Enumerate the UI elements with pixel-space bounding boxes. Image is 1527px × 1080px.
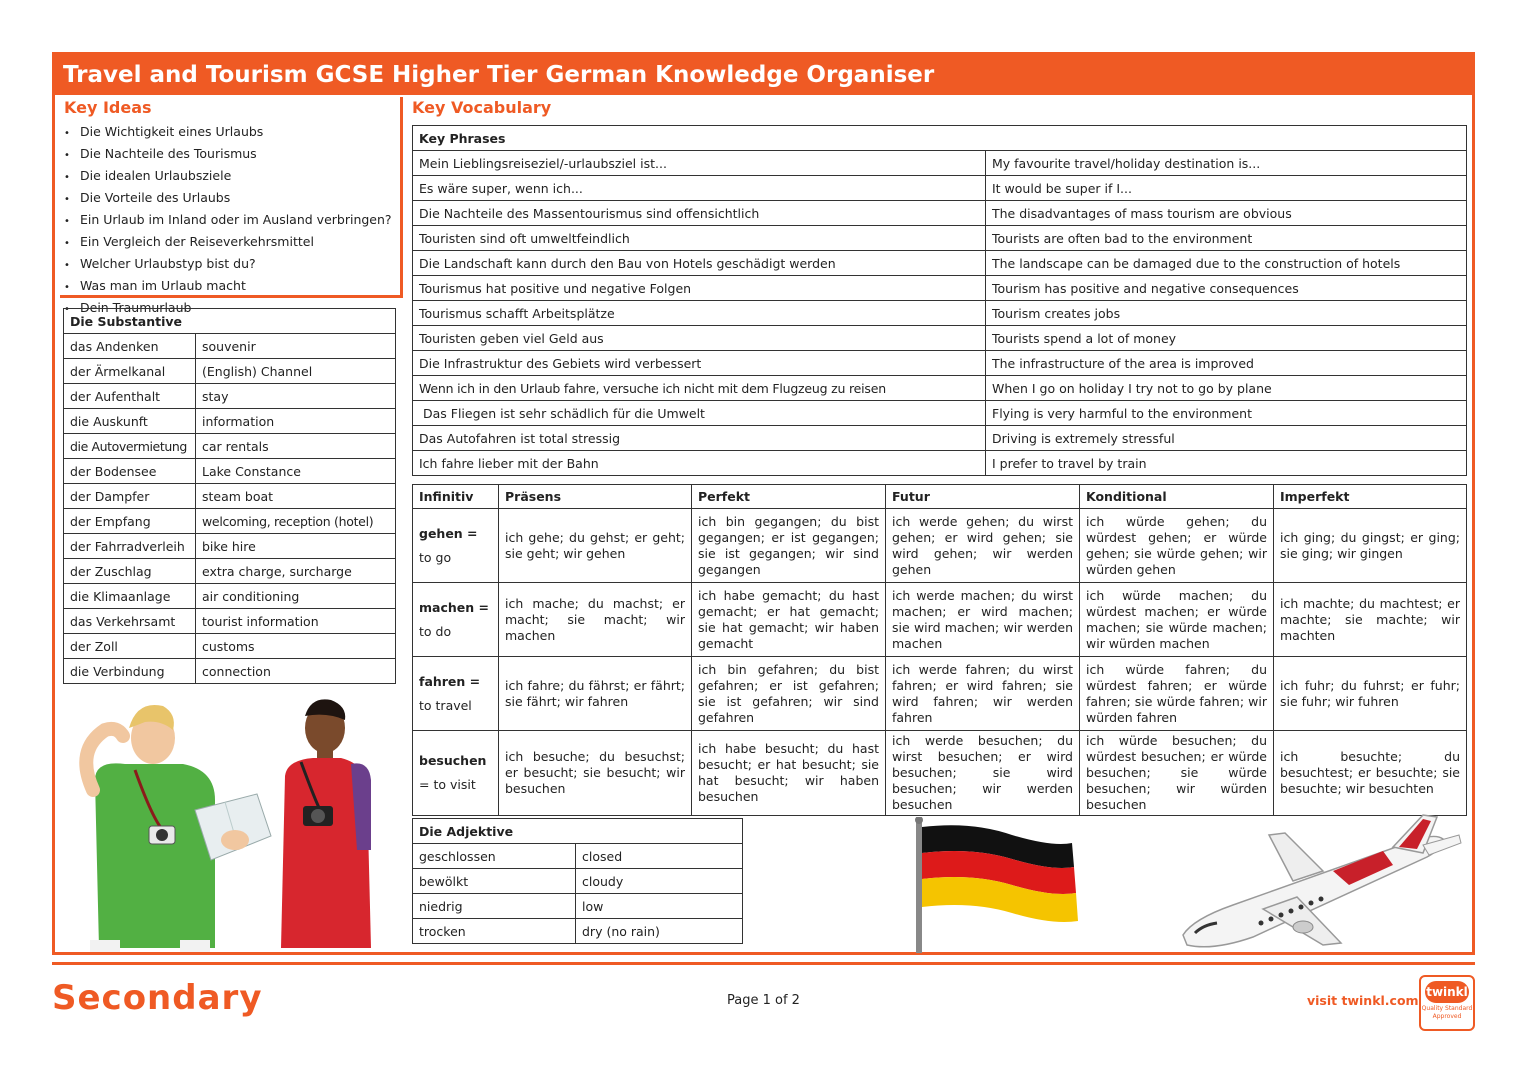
column-header: Präsens [499, 485, 692, 509]
table-row [413, 509, 1467, 583]
english-phrase: My favourite travel/holiday destination is... [986, 151, 1467, 176]
table-row [413, 869, 743, 894]
english-noun: connection [196, 659, 396, 684]
german-phrase: Mein Lieblingsreiseziel/-urlaubsziel ist... [413, 151, 986, 176]
table-row [413, 376, 1467, 401]
column-header: Konditional [1080, 485, 1274, 509]
twinkl-logo: twinkl [1425, 981, 1469, 1003]
futur-cell: ich werde besuchen; du wirst besuchen; er wird besuchen; sie wird besuchen; wir werden besuchen [886, 731, 1080, 816]
english-noun: information [196, 409, 396, 434]
table-row [64, 609, 396, 634]
key-ideas-panel [60, 97, 403, 315]
verb: fahren = [419, 673, 481, 689]
english-noun: welcoming, reception (hotel) [196, 509, 396, 534]
key-phrases-heading: Key Phrases [413, 126, 1467, 151]
english-phrase: Tourism creates jobs [986, 301, 1467, 326]
table-row [413, 351, 1467, 376]
table-row [64, 634, 396, 659]
german-phrase: Touristen geben viel Geld aus [413, 326, 986, 351]
praesens-cell: ich besuche; du besuchst; er besucht; sie besucht; wir besuchen [499, 731, 692, 816]
konditional-cell: ich würde machen; du würdest machen; er würde machen; sie würde machen; wir würden machen [1080, 583, 1274, 657]
key-ideas-heading: Key Ideas [64, 98, 152, 117]
table-row [413, 201, 1467, 226]
list-item: • Die idealen Urlaubsziele [64, 166, 392, 188]
quality-badge [1419, 975, 1475, 1031]
futur-cell: ich werde machen; du wirst machen; er wird machen; sie wird machen; wir werden machen [886, 583, 1080, 657]
traveller-with-camera [281, 699, 371, 948]
english-noun: tourist information [196, 609, 396, 634]
column-header: Futur [886, 485, 1080, 509]
column-header: Imperfekt [1274, 485, 1467, 509]
verb-tenses-table [412, 484, 1467, 816]
german-phrase: Tourismus hat positive und negative Folgen [413, 276, 986, 301]
verb-meaning: to do [419, 623, 452, 639]
traveller-with-map [86, 705, 271, 952]
english-phrase: The disadvantages of mass tourism are obvious [986, 201, 1467, 226]
table-row [413, 451, 1467, 476]
table-row [64, 334, 396, 359]
footer-divider [52, 962, 1475, 965]
german-flag-illustration [912, 817, 1082, 953]
verb: machen = [419, 599, 489, 615]
table-row [413, 426, 1467, 451]
english-phrase: I prefer to travel by train [986, 451, 1467, 476]
german-noun: der Dampfer [64, 484, 196, 509]
english-phrase: The infrastructure of the area is improved [986, 351, 1467, 376]
german-adjective: niedrig [413, 894, 576, 919]
german-noun: der Ärmelkanal [64, 359, 196, 384]
german-noun: die Klimaanlage [64, 584, 196, 609]
table-row [413, 226, 1467, 251]
german-phrase: Die Landschaft kann durch den Bau von Hotels geschädigt werden [413, 251, 986, 276]
list-item: • Die Vorteile des Urlaubs [64, 188, 392, 210]
airplane-illustration [1173, 805, 1463, 955]
german-noun: der Zoll [64, 634, 196, 659]
english-noun: air conditioning [196, 584, 396, 609]
german-noun: die Verbindung [64, 659, 196, 684]
english-phrase: Tourists are often bad to the environment [986, 226, 1467, 251]
english-noun: stay [196, 384, 396, 409]
english-phrase: Driving is extremely stressful [986, 426, 1467, 451]
table-row [64, 434, 396, 459]
organiser-frame [52, 52, 1475, 955]
table-row [413, 731, 1467, 816]
futur-cell: ich werde fahren; du wirst fahren; er wird fahren; sie wird fahren; wir werden fahren [886, 657, 1080, 731]
infinitive-cell [413, 731, 499, 816]
table-row [413, 657, 1467, 731]
german-phrase: Touristen sind oft umweltfeindlich [413, 226, 986, 251]
table-row [64, 509, 396, 534]
german-adjective: geschlossen [413, 844, 576, 869]
verb-meaning: to go [419, 549, 452, 565]
german-adjective: trocken [413, 919, 576, 944]
list-item: • Ein Vergleich der Reiseverkehrsmittel [64, 232, 392, 254]
english-noun: steam boat [196, 484, 396, 509]
praesens-cell: ich fahre; du fährst; er fährt; sie fährt; wir fahren [499, 657, 692, 731]
english-adjective: closed [576, 844, 743, 869]
german-phrase: Wenn ich in den Urlaub fahre, versuche ich nicht mit dem Flugzeug zu reisen [413, 376, 986, 401]
table-row [413, 301, 1467, 326]
substantive-table [63, 308, 396, 684]
perfekt-cell: ich bin gefahren; du bist gefahren; er ist gefahren; sie ist gefahren; wir sind gefahren [692, 657, 886, 731]
table-row [413, 276, 1467, 301]
imperfekt-cell: ich ging; du gingst; er ging; sie ging; wir gingen [1274, 509, 1467, 583]
verb-meaning: = to visit [419, 777, 476, 792]
english-noun: extra charge, surcharge [196, 559, 396, 584]
german-phrase: Das Fliegen ist sehr schädlich für die Umwelt [413, 401, 986, 426]
konditional-cell: ich würde besuchen; du würdest besuchen; er würde besuchen; sie würde besuchen; wir würden besuchen [1080, 731, 1274, 816]
table-row [64, 384, 396, 409]
table-row [413, 894, 743, 919]
table-row [64, 584, 396, 609]
german-phrase: Die Infrastruktur des Gebiets wird verbessert [413, 351, 986, 376]
german-noun: der Zuschlag [64, 559, 196, 584]
verb-meaning: to travel [419, 697, 472, 713]
verb: gehen = [419, 525, 478, 541]
table-row [64, 459, 396, 484]
english-adjective: low [576, 894, 743, 919]
english-noun: customs [196, 634, 396, 659]
table-row [413, 919, 743, 944]
page-number: Page 1 of 2 [727, 993, 800, 1008]
visit-link[interactable]: visit twinkl.com [1307, 993, 1419, 1008]
table-row [413, 151, 1467, 176]
german-noun: der Aufenthalt [64, 384, 196, 409]
english-phrase: It would be super if I... [986, 176, 1467, 201]
verb: besuchen [419, 753, 487, 768]
table-row [413, 583, 1467, 657]
english-adjective: dry (no rain) [576, 919, 743, 944]
german-noun: der Bodensee [64, 459, 196, 484]
german-noun: der Fahrradverleih [64, 534, 196, 559]
key-phrases-table [412, 125, 1467, 476]
quality-standard-text: Quality Standard Approved [1421, 1005, 1473, 1020]
key-vocabulary-heading: Key Vocabulary [412, 98, 552, 117]
flag-pole [916, 819, 922, 953]
table-row [413, 251, 1467, 276]
table-row [64, 534, 396, 559]
table-row [64, 359, 396, 384]
infinitive-cell [413, 583, 499, 657]
page-title: Travel and Tourism GCSE Higher Tier German Knowledge Organiser [55, 55, 1472, 95]
german-phrase: Es wäre super, wenn ich... [413, 176, 986, 201]
infinitive-cell [413, 657, 499, 731]
english-noun: car rentals [196, 434, 396, 459]
german-noun: die Autovermietung [64, 434, 196, 459]
key-ideas-list [64, 122, 392, 320]
english-noun: (English) Channel [196, 359, 396, 384]
german-noun: das Verkehrsamt [64, 609, 196, 634]
imperfekt-cell: ich besuchte; du besuchtest; er besuchte; sie besuchte; wir besuchten [1274, 731, 1467, 816]
english-noun: bike hire [196, 534, 396, 559]
table-row [413, 326, 1467, 351]
english-phrase: The landscape can be damaged due to the construction of hotels [986, 251, 1467, 276]
german-noun: das Andenken [64, 334, 196, 359]
praesens-cell: ich mache; du machst; er macht; sie macht; wir machen [499, 583, 692, 657]
german-noun: der Empfang [64, 509, 196, 534]
perfekt-cell: ich habe besucht; du hast besucht; er hat besucht; sie hat besucht; wir haben besuchen [692, 731, 886, 816]
english-phrase: When I go on holiday I try not to go by plane [986, 376, 1467, 401]
travellers-illustration [65, 690, 400, 952]
table-row [413, 401, 1467, 426]
english-noun: souvenir [196, 334, 396, 359]
imperfekt-cell: ich fuhr; du fuhrst; er fuhr; sie fuhr; wir fuhren [1274, 657, 1467, 731]
list-item: • Die Nachteile des Tourismus [64, 144, 392, 166]
table-row [64, 484, 396, 509]
english-phrase: Tourists spend a lot of money [986, 326, 1467, 351]
table-row [413, 176, 1467, 201]
german-adjective: bewölkt [413, 869, 576, 894]
english-phrase: Flying is very harmful to the environment [986, 401, 1467, 426]
futur-cell: ich werde gehen; du wirst gehen; er wird gehen; sie wird gehen; wir werden gehen [886, 509, 1080, 583]
table-row [413, 844, 743, 869]
german-phrase: Das Autofahren ist total stressig [413, 426, 986, 451]
list-item: • Ein Urlaub im Inland oder im Ausland verbringen? [64, 210, 392, 232]
english-phrase: Tourism has positive and negative consequences [986, 276, 1467, 301]
table-row [64, 559, 396, 584]
column-header: Perfekt [692, 485, 886, 509]
adjektive-heading: Die Adjektive [413, 819, 743, 844]
perfekt-cell: ich habe gemacht; du hast gemacht; er hat gemacht; sie hat gemacht; wir haben gemacht [692, 583, 886, 657]
german-phrase: Die Nachteile des Massentourismus sind offensichtlich [413, 201, 986, 226]
table-row [64, 409, 396, 434]
substantive-heading: Die Substantive [64, 309, 396, 334]
brand-logo: Secondary [52, 978, 263, 1018]
table-row [64, 659, 396, 684]
list-item: • Die Wichtigkeit eines Urlaubs [64, 122, 392, 144]
list-item: • Dein Traumurlaub [64, 298, 392, 320]
list-item: • Welcher Urlaubstyp bist du? [64, 254, 392, 276]
infinitive-cell [413, 509, 499, 583]
konditional-cell: ich würde fahren; du würdest fahren; er würde fahren; sie würde fahren; wir würden fahren [1080, 657, 1274, 731]
list-item: • Was man im Urlaub macht [64, 276, 392, 298]
adjektive-table [412, 818, 743, 944]
german-phrase: Ich fahre lieber mit der Bahn [413, 451, 986, 476]
german-phrase: Tourismus schafft Arbeitsplätze [413, 301, 986, 326]
perfekt-cell: ich bin gegangen; du bist gegangen; er ist gegangen; sie ist gegangen; wir sind gegangen [692, 509, 886, 583]
konditional-cell: ich würde gehen; du würdest gehen; er würde gehen; sie würde gehen; wir würden gehen [1080, 509, 1274, 583]
german-noun: die Auskunft [64, 409, 196, 434]
english-adjective: cloudy [576, 869, 743, 894]
praesens-cell: ich gehe; du gehst; er geht; sie geht; wir gehen [499, 509, 692, 583]
english-noun: Lake Constance [196, 459, 396, 484]
column-header: Infinitiv [413, 485, 499, 509]
imperfekt-cell: ich machte; du machtest; er machte; sie machte; wir machten [1274, 583, 1467, 657]
